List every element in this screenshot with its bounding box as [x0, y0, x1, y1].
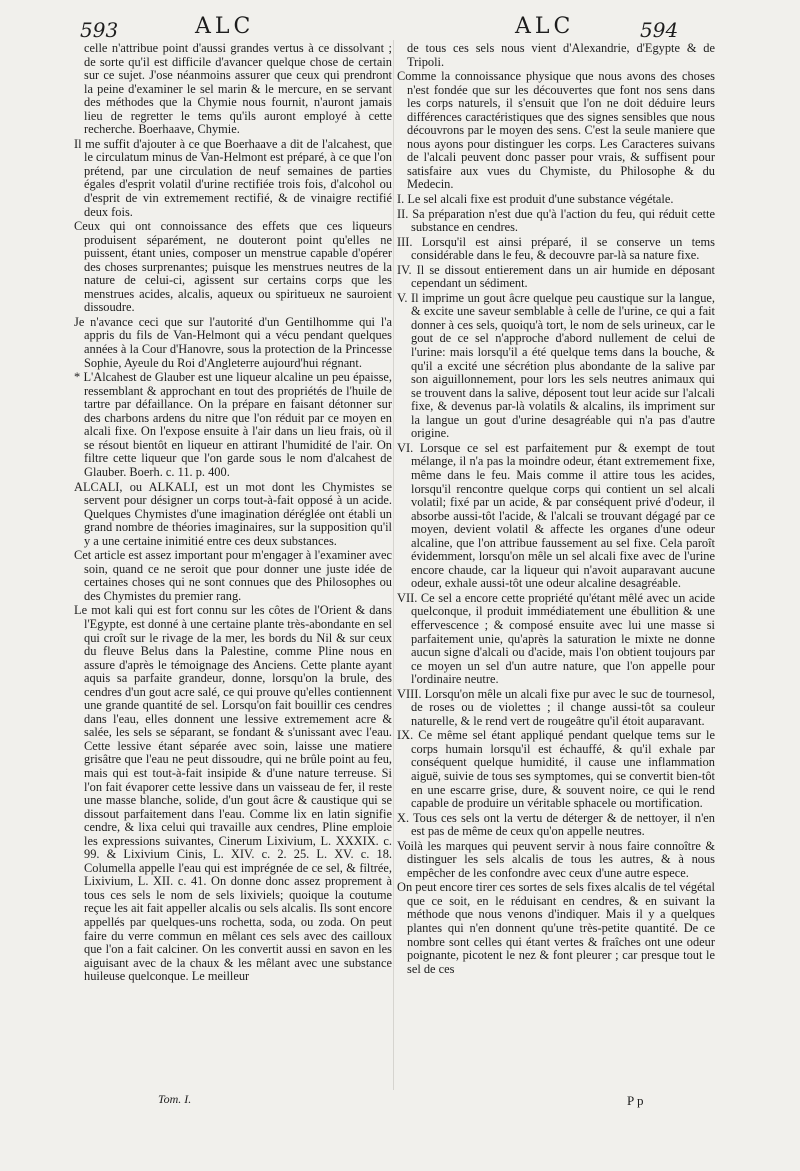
page-number-left: 593 [80, 18, 119, 42]
left-column [74, 42, 392, 985]
list-item: III. Lorsqu'il est ainsi préparé, il se conserve un tems considérable dans le feu, & decouvre par-là sa nature fixe. [397, 234, 715, 263]
list-item: VII. Ce sel a encore cette propriété qu'étant mêlé avec un acide quelconque, il produit immédiatement une ébullition & une effervescence ; & composé ensuite avec lui une masse si parfaitement unie, qu'après la saturation le mixte ne donne aucun signe d'alcali ou d'acide, mais l'on obtient toujours par ce moyen un sel d'un autre nature, que l'on appelle pour l'ordinaire neutre. [397, 590, 715, 687]
running-head-right: ALC [515, 14, 575, 39]
signature-mark: P p [627, 1093, 644, 1108]
paragraph: celle n'attribue point d'aussi grandes vertus à ce dissolvant ; de sorte qu'il est difficile d'avancer quelque chose de certain sur ce sujet. J'ose néanmoins assurer que ceux qui prendront la peine d'examiner le sel marin & le mercure, en se servant des méthodes que la Chymie nous fournit, n'auront jamais lieu de regretter le tems qu'ils auront employé à cette recherche. Boerhaave, Chymie. [84, 41, 392, 137]
entry-alcali: ALCALI, ou ALKALI, est un mot dont les Chymistes se servent pour désigner un corps tout-à-fait opposé à un acide. Quelques Chymistes d'une imagination déréglée ont établi un grand nombre de théories imaginaires, sur la supposition qu'il y a une certaine inimitié entre ces deux substances. [74, 479, 392, 548]
list-item: I. Le sel alcali fixe est produit d'une substance végétale. [397, 192, 674, 207]
column-divider [393, 40, 394, 1090]
list-item: IV. Il se dissout entierement dans un air humide en déposant cependant un sédiment. [397, 262, 715, 291]
paragraph: Le mot kali qui est fort connu sur les côtes de l'Orient & dans l'Egypte, est donné à une certaine plante très-abondante en sel qui croît sur le rivage de la mer, les bords du Nil & sur ceux du fleuve Belus dans la Palestine, comme Pline nous en assure d'après le témoignage des Anciens. Cette plante ayant aquis sa parfaite grandeur, donne, lorsqu'on la brule, des cendres d'un gout acre salé, ce qui prouve qu'elles contiennent une grande quantité de sel. Lorsqu'on fait bouillir ces cendres dans l'eau, elles donnent une lessive extremement acre & salée, les sels se séparant, se fondant & s'unissant avec l'eau. Cette lessive étant séparée avec soin, laisse une matiere grisâtre que l'eau ne peut dissoudre, qui ne brûle point au feu, mais qui est tout-à-fait insipide & d'une nature terreuse. Si l'on fait évaporer cette lessive dans un vaisseau de fer, il reste une masse blanche, solide, d'un gout âcre & caustique qui se dissout parfaitement dans l'eau. Comme lix en latin signifie cendre, & lixa celui qui travaille aux cendres, Pline emploie les expressions suivantes, Cinerum Lixivium, L. XXXIX. c. 99. & Lixivium Cinis, L. XIV. c. 2. 25. L. XV. c. 18. Columella appelle l'eau qui est imprégnée de ce sel, & filtrée, Lixivium, L. XII. c. 41. On donne donc assez proprement à tous ces sels le nom de sels lixiviels; quoique la coutume reçue les ait fait appeller alcalis ou sels alcalis. Ils sont encore appellés par quelques-uns rochetta, soda, ou zoda. On peut faire du verre commun en mêlant ces sels avec des cailloux que l'on a fait calciner. On les convertit aussi en savon en les aiguisant avec de la chaux & les mêlant avec une substance huileuse quelconque. Le meilleur [74, 603, 392, 984]
list-item: II. Sa préparation n'est due qu'à l'action du feu, qui réduit cette substance en cendres. [397, 206, 715, 235]
paragraph: Cet article est assez important pour m'engager à l'examiner avec soin, quand ce ne seroit que pour donner une juste idée de certaines choses qui ne sont connues que des Philosophes ou des Chymistes du premier rang. [74, 548, 392, 603]
list-item: IX. Ce même sel étant appliqué pendant quelque tems sur le corps humain lorsqu'il est échauffé, & qu'il exhale par conséquent quelque humidité, il cause une inflammation aiguë, suivie de tous ses symptomes, qui se convertit bien-tôt en une escarre grise, dure, & souvent noire, ce qui le rend capable de produire un véritable sphacele ou mortification. [397, 728, 715, 811]
paragraph: Je n'avance ceci que sur l'autorité d'un Gentilhomme qui l'a appris du fils de Van-Helmont qui a vécu pendant quelques années à la Cour d'Hanovre, sous la protection de la Princesse Sophie, Ayeule du Roi d'Angleterre aujourd'hui régnant. [74, 314, 392, 370]
paragraph: Voilà les marques qui peuvent servir à nous faire connoître & distinguer les sels alcalis de tous les autres, & à nous empêcher de les confondre avec ceux d'une autre espece. [397, 838, 715, 880]
list-item: V. Il imprime un gout âcre quelque peu caustique sur la langue, & excite une saveur semblable à celle de l'urine, ce qui a fait donner à ces sels, quoiqu'à tort, le nom de sels urineux, car le gout de ce sel n'approche d'abord nullement de celui de l'urine: mais lorsqu'il a été quelque tems dans la bouche, & qu'il a excité une sécrétion plus abondante de la salive par son aiguillonnement, pour lors les sels neutres animaux qui se trouvent dans la salive, déposent tout leur acide sur l'alcali fixe, & devenus par-là volatils & alcalins, ils impriment sur la langue un gout d'urine desagréable qui n'a pas d'autre origine. [397, 290, 715, 441]
paragraph: Ceux qui ont connoissance des effets que ces liqueurs produisent séparément, ne douteront point qu'elles ne puissent, étant unies, composer un menstrue capable d'opérer des choses surprenantes; puisque les menstrues neutres de la nature de celui-ci, agissent sur certains corps que les menstrues acides, alcalis, aqueux ou spiritueux ne sauroient dissoudre. [74, 219, 392, 315]
paragraph: On peut encore tirer ces sortes de sels fixes alcalis de tel végétal que ce soit, en le réduisant en cendres, & en suivant la méthode que nous venons d'indiquer. Mais il y a quelques plantes qui n'en donnent qu'une très-petite quantité. De ce nombre sont celles qui étant vertes & fraîches ont une odeur poignante, picotent le nez & font pleurer ; car presque tout le sel de ces [397, 880, 715, 976]
running-head-left: ALC [195, 14, 255, 39]
list-item: VI. Lorsque ce sel est parfaitement pur & exempt de tout mélange, il n'a pas la moindre odeur, étant extremement fixe, même dans le feu. Mais comme il attire tous les acides, lorsqu'il rencontre quelque corps qui contient un sel alcali volatil; fixé par un acide, & par conséquent privé d'odeur, il absorbe aussi-tôt l'acide, & l'alcali se trouvant dégagé par ce moyen, devient volatil & affecte les organes d'une odeur alcaline, que l'on attribue faussement au sel fixe. Cela paroît évidemment, lorsqu'on mêle un sel alcali fixe avec de l'urine encore chaude, car la liqueur qui n'avoit auparavant aucune odeur, exhale aussi-tôt une odeur alcaline desagréable. [397, 440, 715, 591]
volume-label: Tom. I. [158, 1092, 192, 1106]
page-number-right: 594 [640, 18, 679, 42]
paragraph: de tous ces sels nous vient d'Alexandrie, d'Egypte & de Tripoli. [407, 41, 715, 69]
paragraph: Il me suffit d'ajouter à ce que Boerhaave a dit de l'alcahest, que le circulatum minus de Van-Helmont est préparé, à ce que l'on prétend, par une circulation de neuf semaines de parties égales d'esprit volatil d'urine rectifiée trois fois, d'alcohol ou d'esprit de vin extremement rectifié, & de vinaigre rectifié deux fois. [74, 136, 392, 219]
right-column [397, 42, 715, 977]
paragraph: Comme la connoissance physique que nous avons des choses n'est fondée que sur les découvertes que font nos sens dans les corps naturels, il s'ensuit que l'on ne doit déduire leurs différences caractéristiques que des signes sensibles que nous découvrons par le moyen des sens. C'est la seule maniere que nous ayons pour distinguer les corps. Les Caracteres suivans de l'alcali peuvent donc passer pour vrais, & suffisent pour satisfaire aux vues du Chymiste, du Philosophe & du Medecin. [397, 69, 715, 192]
list-item: X. Tous ces sels ont la vertu de déterger & de nettoyer, il n'en est pas de même de ceux qu'on appelle neutres. [397, 810, 715, 839]
list-item: VIII. Lorsqu'on mêle un alcali fixe pur avec le suc de tournesol, de roses ou de violettes ; il change aussi-tôt sa couleur naturelle, & le rend vert de rougeâtre qu'il étoit auparavant. [397, 686, 715, 728]
paragraph: * L'Alcahest de Glauber est une liqueur alcaline un peu épaisse, ressemblant & approchant en tout des propriétés de l'huile de tartre par défaillance. On la prépare en faisant détonner sur des charbons ardens du nitre que l'on réduit par ce moyen en alcali fixe. On l'expose ensuite à l'air dans un lieu frais, où il se résout bientôt en liqueur en attirant l'humidité de l'air. On filtre cette liqueur que l'on garde sous le nom d'alcahest de Glauber. Boerh. c. 11. p. 400. [74, 370, 392, 479]
